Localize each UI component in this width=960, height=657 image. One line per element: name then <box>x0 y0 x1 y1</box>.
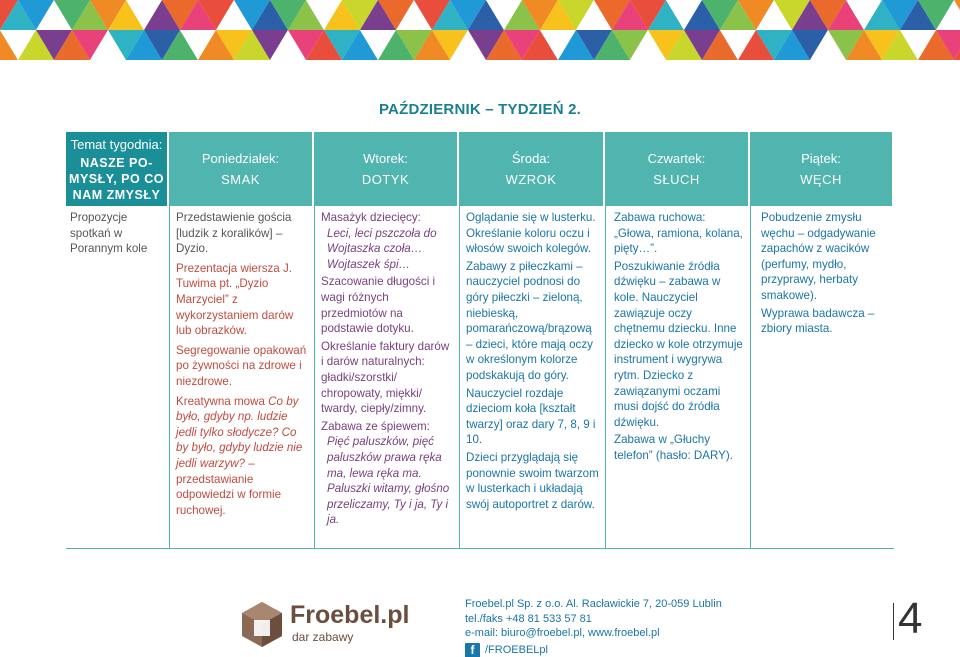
tuesday-song-title: Zabawa ze śpiewem: <box>321 419 430 433</box>
tuesday-song-text <box>321 434 453 528</box>
wednesday-p5: Dzieci przyglądają się ponownie swoim twarzom w lusterkach i układają swój autoportret z darów. <box>466 450 599 511</box>
day-sense: SŁUCH <box>653 172 700 187</box>
wednesday-p3: Zabawy z piłeczkami – nauczyciel podnosi do góry piłeczki – zieloną, niebieską, pomarańczową/brązową – dzieci, które mają oczy w określonym kolorze podskakują do góry. <box>466 259 593 382</box>
row-label <box>66 206 169 548</box>
monday-p4a: Kreatywna mowa <box>176 394 265 408</box>
friday-p1: Pobudzenie zmysłu węchu – odgadywanie zapachów z wacików (perfumy, mydło, przyprawy, herbaty smakowe). <box>761 211 876 302</box>
facebook-link[interactable] <box>465 643 722 657</box>
triangle-pattern <box>0 0 960 60</box>
day-name: Wtorek: <box>363 151 408 166</box>
day-sense: DOTYK <box>361 172 410 187</box>
cell-tuesday <box>314 206 459 548</box>
froebel-logo[interactable] <box>240 600 420 650</box>
header-wednesday <box>459 132 605 206</box>
cell-wednesday <box>459 206 605 548</box>
tuesday-p3: Określanie faktury darów i darów naturalnych: gładki/szorstki/ chropowaty, miękki/ twardy, ciepły/zimny. <box>321 339 450 416</box>
cell-monday <box>169 206 314 548</box>
contact-info <box>465 597 722 657</box>
page-number-separator <box>893 603 894 640</box>
company-phone: tel./faks +48 81 533 57 81 <box>465 612 592 625</box>
tuesday-massage-italic: Leci, leci pszczoła do Wojtaszka czoła… Wojtaszek śpi… <box>327 226 437 271</box>
wednesday-p4: Nauczyciel rozdaje dzieciom koła [kształt twarzy] oraz dary 7, 8, 9 i 10. <box>466 386 596 447</box>
day-sense: SMAK <box>221 172 260 187</box>
tuesday-song-italic: Pięć paluszków, pięć paluszków prawa ręka ma, lewa ręka ma. Paluszki witamy, głośno przeliczamy, Ty i ja, Ty i ja. <box>327 435 450 527</box>
brand-tagline: dar zabawy <box>292 630 354 644</box>
thursday-p1: Zabawa ruchowa: „Głowa, ramiona, kolana, pięty…”. <box>614 211 743 256</box>
page-number: 4 <box>898 594 923 643</box>
day-name: Poniedziałek: <box>201 151 280 166</box>
cell-friday <box>750 206 894 548</box>
monday-p2: Prezentacja wiersza J. Tuwima pt. „Dyzio Marzyciel” z wykorzystaniem darów lub obrazków. <box>176 261 294 338</box>
monday-p4b: Co by było, gdyby np. ludzie jedli tylko słodycze? Co by było, gdyby ludzie nie jedli warzyw? <box>176 394 303 470</box>
monday-p1: Przedstawienie gościa [ludzik z koralików] – Dyzio. <box>176 211 292 256</box>
friday-p2: Wyprawa badawcza – zbiory miasta. <box>761 306 875 336</box>
page-title: PAŹDZIERNIK – TYDZIEŃ 2. <box>378 101 582 118</box>
header-friday <box>750 132 894 206</box>
day-name: Piątek: <box>801 151 841 166</box>
monday-p4c: – przedstawianie odpowiedzi w formie ruchowej. <box>176 456 282 517</box>
wednesday-p2: Określanie koloru oczu i włosów swoich kolegów. <box>466 226 592 256</box>
cell-thursday <box>605 206 750 548</box>
header-thursday <box>605 132 750 206</box>
wednesday-p1: Oglądanie się w lusterku. <box>466 211 596 224</box>
day-sense: WĘCH <box>800 172 842 187</box>
facebook-icon: f <box>465 643 480 657</box>
theme-name: NASZE PO-MYSŁY, PO CO NAM ZMYSŁY <box>69 155 164 202</box>
header-monday <box>169 132 314 206</box>
tuesday-p2: Szacowanie długości i wagi różnych przedmiotów na podstawie dotyku. <box>321 275 436 336</box>
facebook-handle: /FROEBELpl <box>485 643 548 656</box>
table-bottom-border <box>66 548 894 549</box>
tuesday-massage-title: Masażyk dziecięcy: <box>321 211 421 224</box>
day-name: Czwartek: <box>647 151 706 166</box>
company-address: Froebel.pl Sp. z o.o. Al. Racławickie 7, 20-059 Lublin <box>465 598 722 610</box>
tuesday-massage-text <box>321 226 453 273</box>
thursday-p3: Zabawa w „Głuchy telefon” (hasło: DARY). <box>614 433 733 462</box>
monday-p3: Segregowanie opakowań po żywności na zdrowe i niezdrowe. <box>176 343 307 388</box>
theme-header <box>66 132 169 206</box>
day-sense: WZROK <box>505 172 557 187</box>
monday-p4 <box>176 394 308 519</box>
header-tuesday <box>314 132 459 206</box>
company-email[interactable]: e-mail: biuro@froebel.pl, www.froebel.pl <box>465 627 660 639</box>
triangle-pattern-banner <box>0 0 960 60</box>
froebel-cube-icon <box>240 600 284 648</box>
brand-name: Froebel.pl <box>290 601 410 629</box>
schedule-table <box>66 132 894 548</box>
day-name: Środa: <box>511 151 551 166</box>
row-label-text: Propozycje spotkań w Porannym kole <box>70 211 148 256</box>
theme-label: Temat tygodnia: <box>70 136 163 152</box>
thursday-p2: Poszukiwanie źródła dźwięku – zabawa w kole. Nauczyciel zawiązuje oczy chętnemu dziecku. Inne dziecko w kole otrzymuje instrument i wygrywa rytm. Dziecko z zawiązanymi oczami musi dojść do źródła dźwięku. <box>614 259 743 429</box>
